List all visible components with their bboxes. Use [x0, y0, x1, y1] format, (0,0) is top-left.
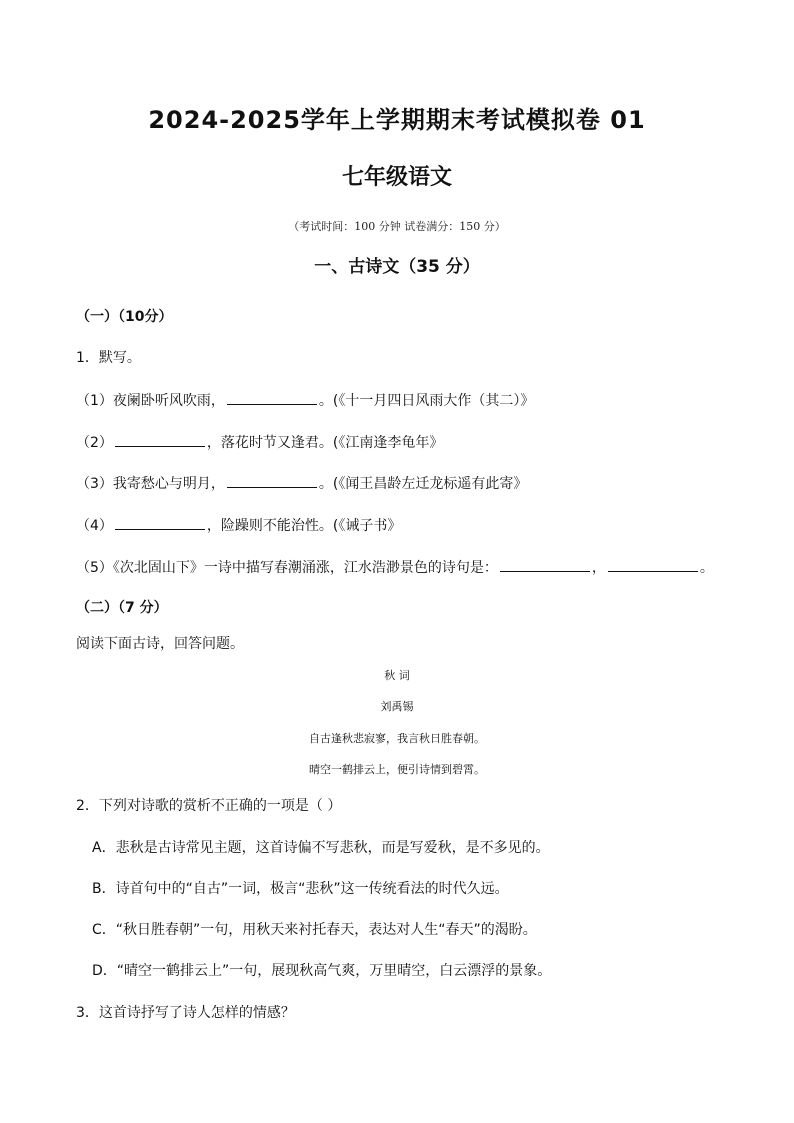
item-suffix: ，险躁则不能治性。(《诫子书》 — [206, 518, 402, 534]
answer-blank[interactable] — [608, 557, 698, 572]
question-1: 1．默写。 — [76, 350, 141, 366]
item-prefix: （2） — [76, 435, 113, 451]
exam-info: （考试时间：100 分钟 试卷满分：150 分） — [288, 220, 506, 233]
answer-blank[interactable] — [227, 473, 317, 488]
dictation-item-3 — [76, 473, 527, 494]
answer-blank[interactable] — [115, 515, 205, 530]
exam-title: 2024-2025学年上学期期末考试模拟卷 01 — [148, 106, 646, 134]
section-title: 一、古诗文（35 分） — [314, 257, 480, 277]
option-b[interactable]: B．诗首句中的“自古”一词，极言“悲秋”这一传统看法的时代久远。 — [92, 881, 509, 897]
dictation-item-5 — [76, 557, 714, 578]
poem-author: 刘禹锡 — [380, 700, 414, 713]
item-suffix: 。(《十一月四日风雨大作（其二）》 — [318, 393, 535, 409]
exam-subtitle: 七年级语文 — [341, 165, 452, 190]
answer-blank[interactable] — [227, 390, 317, 405]
part2-heading: （二）（7 分） — [76, 600, 168, 616]
option-d[interactable]: D．“晴空一鹤排云上”一句，展现秋高气爽，万里晴空，白云漂浮的景象。 — [92, 963, 552, 979]
item-mid: ， — [591, 560, 606, 576]
poem-line-1: 自古逢秋悲寂寥，我言秋日胜春朝。 — [309, 732, 485, 745]
dictation-item-2 — [76, 432, 443, 453]
answer-blank[interactable] — [500, 557, 590, 572]
option-c[interactable]: C．“秋日胜春朝”一句，用秋天来衬托春天，表达对人生“春天”的渴盼。 — [92, 922, 537, 938]
option-a[interactable]: A．悲秋是古诗常见主题，这首诗偏不写悲秋，而是写爱秋，是不多见的。 — [92, 840, 550, 856]
question-2: 2．下列对诗歌的赏析不正确的一项是（ ） — [76, 798, 342, 814]
item-suffix: ，落花时节又逢君。(《江南逢李龟年》 — [206, 435, 444, 451]
dictation-item-1 — [76, 390, 534, 411]
item-suffix: 。(《闻王昌龄左迁龙标遥有此寄》 — [318, 476, 528, 492]
answer-blank[interactable] — [115, 432, 205, 447]
part1-heading: （一）（10分） — [76, 309, 173, 325]
item-end: 。 — [699, 560, 714, 576]
item-prefix: （1）夜阑卧听风吹雨， — [76, 393, 225, 409]
poem-title: 秋 词 — [384, 669, 410, 682]
poem-line-2: 晴空一鹤排云上，便引诗情到碧霄。 — [309, 763, 485, 776]
dictation-item-4 — [76, 515, 401, 536]
question-3: 3．这首诗抒写了诗人怎样的情感？ — [76, 1005, 295, 1021]
item-prefix: （5）《次北固山下》一诗中描写春潮涌涨，江水浩渺景色的诗句是： — [76, 560, 498, 576]
item-prefix: （3）我寄愁心与明月， — [76, 476, 225, 492]
poem-instruction: 阅读下面古诗，回答问题。 — [76, 636, 244, 652]
item-prefix: （4） — [76, 518, 113, 534]
